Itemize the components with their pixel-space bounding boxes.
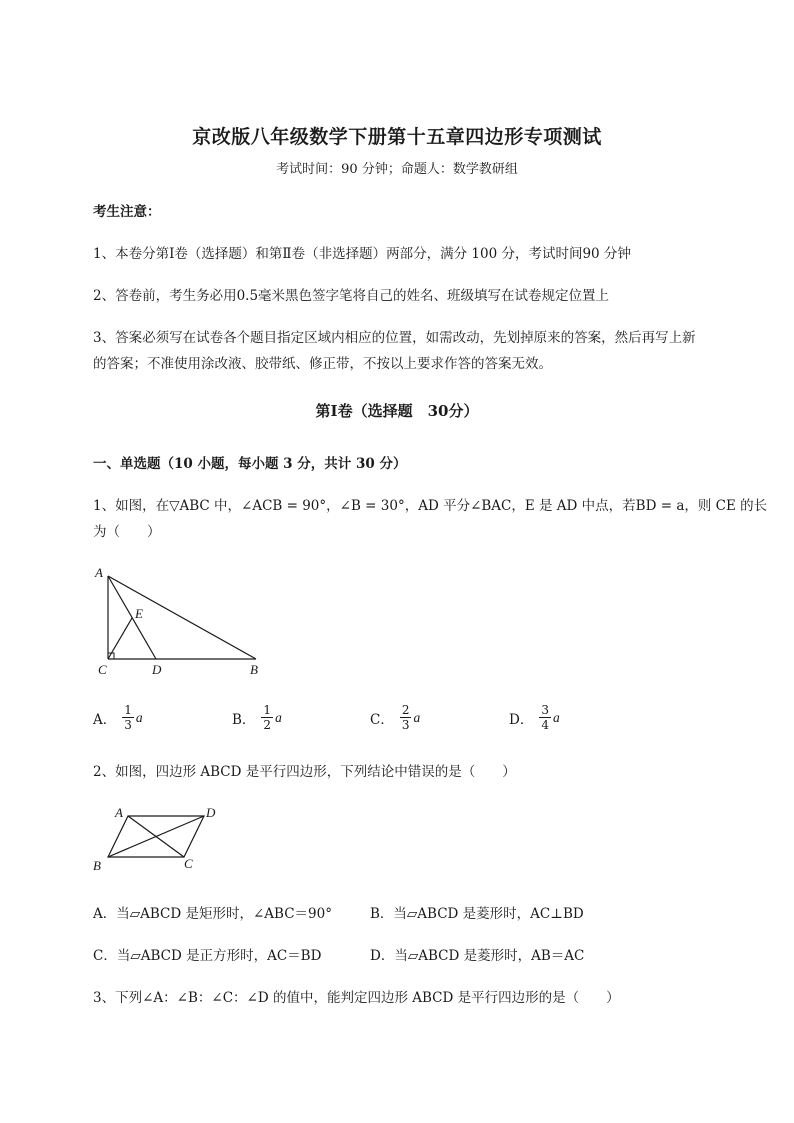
section-title: 第Ⅰ卷（选择题 30分） (315, 402, 479, 420)
q2-option-d[interactable]: D．当▱ABCD 是菱形时，AB＝AC (370, 948, 585, 964)
diagonal-bd (108, 816, 204, 857)
q3-stem: 3、下列∠A：∠B：∠C：∠D 的值中，能判定四边形 ABCD 是平行四边形的是（ ） (93, 990, 620, 1006)
q1-option-a[interactable]: A． $\frac{1}{3}$ a (93, 703, 143, 732)
page-subtitle: 考试时间：90 分钟；命题人：数学教研组 (276, 162, 518, 177)
label-e: E (135, 606, 143, 621)
q2-option-a[interactable]: A．当▱ABCD 是矩形时，∠ABC＝90° (93, 906, 332, 922)
line-ab (108, 576, 256, 659)
q1-option-d[interactable]: D． $\frac{3}{4}$ a (509, 703, 560, 732)
q1-option-c[interactable]: C． $\frac{2}{3}$ a (370, 703, 421, 732)
q1-triangle-figure (90, 560, 270, 680)
label-c: C (98, 662, 107, 677)
notes-heading: 考生注意： (93, 204, 161, 220)
q2-parallelogram-figure (88, 800, 228, 880)
q2-option-b[interactable]: B．当▱ABCD 是菱形时，AC⊥BD (370, 906, 584, 922)
label-b: B (93, 858, 101, 873)
note-item: 2、答卷前，考生务必用0.5毫米黑色签字笔将自己的姓名、班级填写在试卷规定位置上 (93, 288, 610, 304)
q2-stem: 2、如图，四边形 ABCD 是平行四边形，下列结论中错误的是（ ） (93, 764, 516, 780)
q1-option-b[interactable]: B． $\frac{1}{2}$ a (232, 703, 282, 732)
q2-option-c[interactable]: C．当▱ABCD 是正方形时，AC＝BD (93, 948, 322, 964)
q1-stem-line2: 为（ ） (93, 524, 161, 540)
label-d: D (152, 662, 162, 677)
label-a: A (95, 565, 103, 580)
q1-stem-line1: 1、如图，在▽ABC 中，∠ACB = 90°，∠B = 30°，AD 平分∠BAC，E 是 AD 中点，若BD = a，则 CE 的长 (93, 498, 768, 514)
note-item: 的答案；不准使用涂改液、胶带纸、修正带，不按以上要求作答的答案无效。 (93, 356, 552, 372)
label-c: C (184, 856, 193, 871)
label-d: D (206, 805, 216, 820)
note-item: 1、本卷分第Ⅰ卷（选择题）和第Ⅱ卷（非选择题）两部分，满分 100 分，考试时间90 分钟 (93, 246, 631, 262)
label-a: A (115, 805, 123, 820)
label-b: B (250, 662, 258, 677)
note-item: 3、答案必须写在试卷各个题目指定区域内相应的位置，如需改动，先划掉原来的答案，然后再写上新 (93, 330, 696, 346)
page-title: 京改版八年级数学下册第十五章四边形专项测试 (192, 126, 602, 148)
part-heading: 一、单选题（10 小题，每小题 3 分，共计 30 分） (93, 456, 407, 472)
